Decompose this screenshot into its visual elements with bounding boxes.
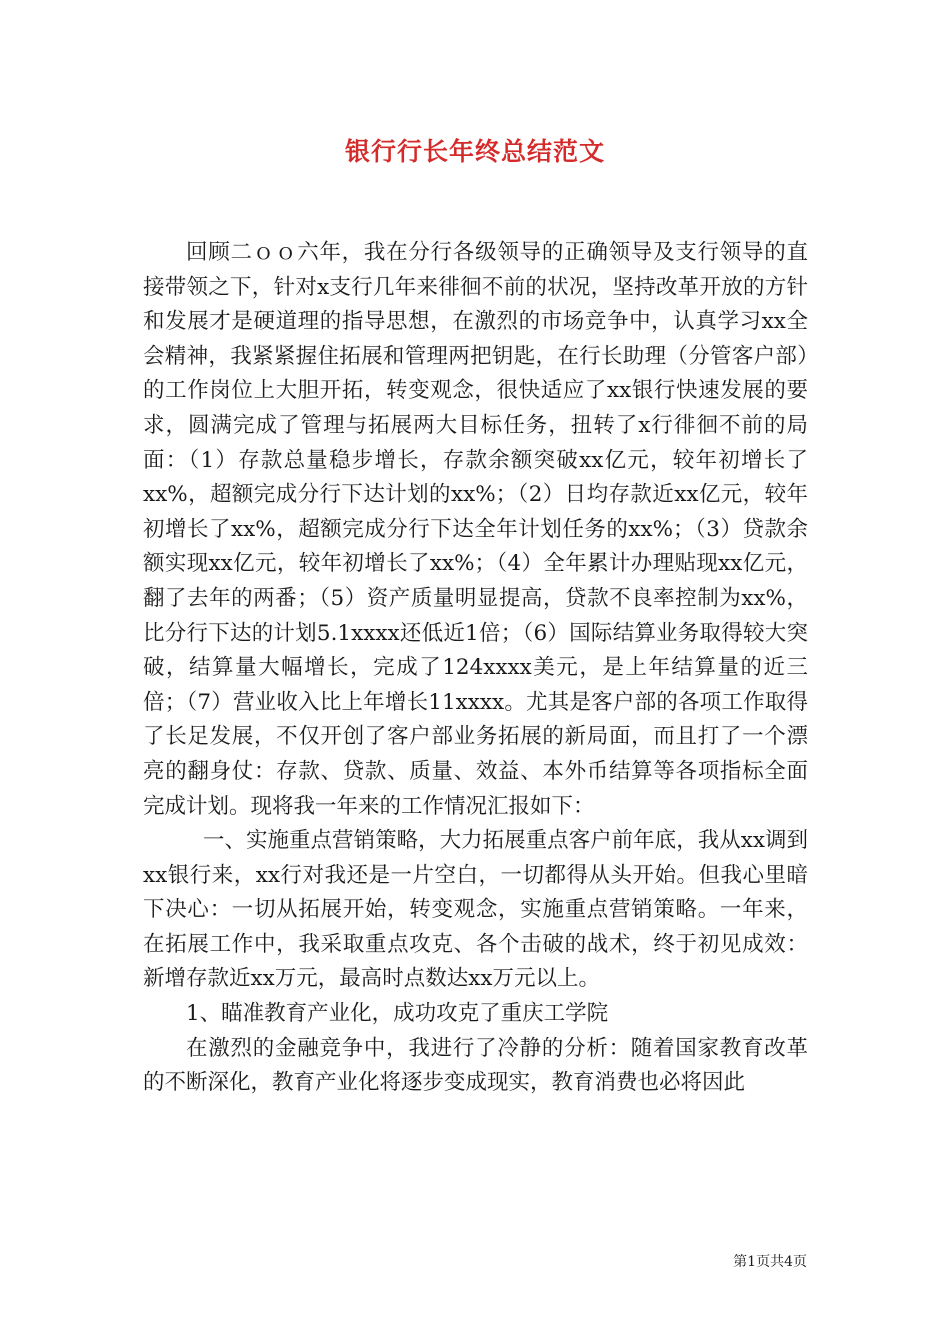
paragraph-section-1: 一、实施重点营销策略，大力拓展重点客户前年底，我从xx调到xx银行来，xx行对我还是一片空白，一切都得从头开始。但我心里暗下决心：一切从拓展开始，转变观念，实施重点营销策略。一年来，在拓展工作中，我采取重点攻克、各个击破的战术，终于初见成效：新增存款近xx万元，最高时点数达xx万元以上。 [143,828,808,992]
document-body [143,236,808,1101]
paragraph-analysis: 在激烈的金融竞争中，我进行了冷静的分析：随着国家教育改革的不断深化，教育产业化将逐步变成现实，教育消费也必将因此 [143,1035,808,1096]
document-title: 银行行长年终总结范文 [344,137,605,166]
paragraph-subheading-1: 1、瞄准教育产业化，成功攻克了重庆工学院 [186,1001,609,1027]
paragraph-review: 回顾二ｏｏ六年，我在分行各级领导的正确领导及支行领导的直接带领之下，针对x支行几年来徘徊不前的状况，坚持改革开放的方针和发展才是硬道理的指导思想，在激烈的市场竞争中，认真学习xx全会精神，我紧紧握住拓展和管理两把钥匙，在行长助理（分管客户部）的工作岗位上大胆开拓，转变观念，很快适应了xx银行快速发展的要求，圆满完成了管理与拓展两大目标任务，扭转了x行徘徊不前的局面：（1）存款总量稳步增长，存款余额突破xx亿元，较年初增长了xx%，超额完成分行下达计划的xx%；（2）日均存款近xx亿元，较年初增长了xx%，超额完成分行下达全年计划任务的xx%；（3）贷款余额实现xx亿元，较年初增长了xx%；（4）全年累计办理贴现xx亿元，翻了去年的两番；（5）资产质量明显提高，贷款不良率控制为xx%，比分行下达的计划5.1xxxx还低近1倍；（6）国际结算业务取得较大突破，结算量大幅增长，完成了124xxxx美元，是上年结算量的近三倍；（7）营业收入比上年增长11xxxx。尤其是客户部的各项工作取得了长足发展，不仅开创了客户部业务拓展的新局面，而且打了一个漂亮的翻身仗：存款、贷款、质量、效益、本外币结算等各项指标全面完成计划。现将我一年来的工作情况汇报如下： [143,240,808,819]
page-number: 第1页共4页 [733,1254,807,1270]
